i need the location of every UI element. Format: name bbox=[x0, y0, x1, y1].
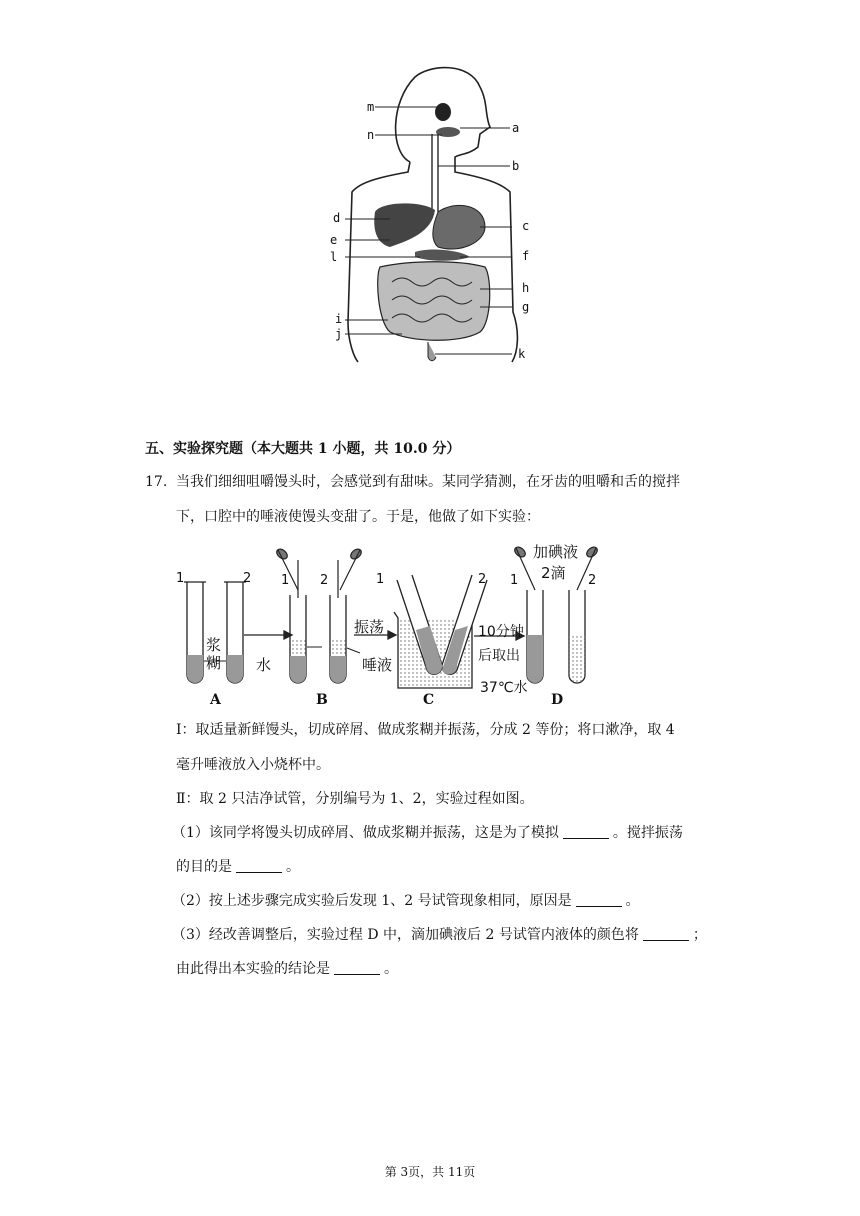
stage-a-tube2-label: 2 bbox=[243, 571, 252, 586]
subquestion-2 bbox=[172, 891, 640, 911]
step2-line: Ⅱ：取 2 只洁净试管，分别编号为 1、2，实验过程如图。 bbox=[176, 791, 534, 807]
subquestion-1-line1 bbox=[172, 823, 683, 843]
question-intro-line2: 下，口腔中的唾液使馒头变甜了。于是，他做了如下实验： bbox=[176, 509, 540, 525]
label-m: m bbox=[367, 100, 375, 114]
tube-a1-paste bbox=[187, 655, 203, 683]
time-label-top: 10分钟 bbox=[478, 624, 524, 640]
q1-blank-2[interactable] bbox=[236, 858, 282, 873]
page-footer: 第 3页，共 11页 bbox=[384, 1165, 476, 1179]
q1-blank-1[interactable] bbox=[563, 824, 609, 839]
stage-b-tube2-label: 2 bbox=[320, 573, 329, 588]
q3-blank-2[interactable] bbox=[334, 960, 380, 975]
tube-d2-liquid bbox=[569, 635, 585, 683]
label-l: l bbox=[330, 250, 338, 264]
label-e: e bbox=[330, 233, 338, 247]
label-b: b bbox=[512, 159, 520, 173]
tube-d1-liquid bbox=[527, 635, 543, 683]
paste-label: 浆 糊 bbox=[206, 636, 222, 672]
stage-c-label: C bbox=[423, 692, 435, 708]
tube-b1-paste bbox=[290, 656, 306, 683]
time-label-bottom: 后取出 bbox=[478, 648, 520, 664]
q3-blank-1[interactable] bbox=[643, 926, 689, 941]
intestines-shape bbox=[378, 262, 490, 341]
stage-d-label: D bbox=[551, 692, 564, 708]
nasal-cavity-shape bbox=[435, 103, 451, 121]
section-title: 五、实验探究题（本大题共 1 小题，共 10.0 分） bbox=[145, 441, 461, 457]
shake-label: 振荡 bbox=[354, 618, 385, 636]
stage-b-tube1-label: 1 bbox=[281, 573, 290, 588]
q2-text-a: （2）按上述步骤完成实验后发现 1、2 号试管现象相同，原因是 bbox=[172, 893, 572, 909]
tube-b2-paste bbox=[330, 656, 346, 683]
label-k: k bbox=[518, 347, 526, 361]
label-n: n bbox=[367, 128, 375, 142]
q1-text-b: 。搅拌振荡 bbox=[612, 825, 683, 841]
iodine-label-top: 加碘液 bbox=[533, 543, 579, 561]
step1-line2: 毫升唾液放入小烧杯中。 bbox=[176, 757, 330, 773]
stage-c-tube2-label: 2 bbox=[478, 572, 487, 587]
esophagus-shape bbox=[432, 134, 438, 212]
q1-text-a: （1）该同学将馒头切成碎屑、做成浆糊并振荡，这是为了模拟 bbox=[172, 825, 559, 841]
saliva-label: 唾液 bbox=[362, 656, 393, 674]
q3-text-d: 。 bbox=[384, 961, 398, 977]
q3-text-a: （3）经改善调整后，实验过程 D 中，滴加碘液后 2 号试管内液体的颜色将 bbox=[172, 927, 639, 943]
q3-text-b: ； bbox=[692, 927, 707, 943]
label-f: f bbox=[522, 249, 530, 263]
pancreas-shape bbox=[415, 250, 470, 261]
stage-a-tube1-label: 1 bbox=[176, 571, 185, 586]
label-h: h bbox=[522, 281, 530, 295]
stage-c-tube1-label: 1 bbox=[376, 572, 385, 587]
question-number: 17. bbox=[145, 474, 168, 490]
q2-text-b: 。 bbox=[625, 893, 640, 909]
label-a: a bbox=[512, 121, 520, 135]
digestive-system-figure bbox=[320, 62, 550, 372]
arrow-a-b bbox=[244, 631, 292, 639]
bath-temp-label: 37℃水 bbox=[480, 680, 528, 696]
subquestion-3-line1 bbox=[172, 925, 707, 945]
label-i: i bbox=[335, 312, 343, 326]
stomach-shape bbox=[433, 205, 485, 249]
label-d: d bbox=[333, 211, 341, 225]
stage-b-label: B bbox=[316, 692, 328, 708]
tube-a2-paste bbox=[227, 655, 243, 683]
q1-text-c: 的目的是 bbox=[176, 859, 232, 875]
stage-a-label: A bbox=[210, 692, 221, 708]
label-j: j bbox=[335, 327, 343, 341]
subquestion-3-line2 bbox=[176, 959, 398, 979]
stage-d-tube2-label: 2 bbox=[588, 573, 597, 588]
rectum-shape bbox=[428, 342, 436, 361]
stage-d-tube1-label: 1 bbox=[510, 573, 519, 588]
q2-blank[interactable] bbox=[576, 892, 622, 907]
iodine-label-bottom: 2滴 bbox=[541, 564, 566, 582]
label-c: c bbox=[522, 219, 530, 233]
step1-line1: Ⅰ：取适量新鲜馒头，切成碎屑、做成浆糊并振荡，分成 2 等份；将口漱净，取 4 bbox=[176, 722, 675, 738]
label-g: g bbox=[522, 300, 530, 314]
tube-b2-saliva bbox=[330, 638, 346, 656]
q1-text-d: 。 bbox=[286, 859, 300, 875]
question-intro-line1: 当我们细细咀嚼馒头时，会感觉到有甜味。某同学猜测，在牙齿的咀嚼和舌的搅拌 bbox=[176, 474, 680, 490]
tube-b1-water bbox=[290, 638, 306, 656]
subquestion-1-line2 bbox=[176, 857, 300, 877]
q3-text-c: 由此得出本实验的结论是 bbox=[176, 961, 330, 977]
water-label: 水 bbox=[256, 656, 272, 674]
